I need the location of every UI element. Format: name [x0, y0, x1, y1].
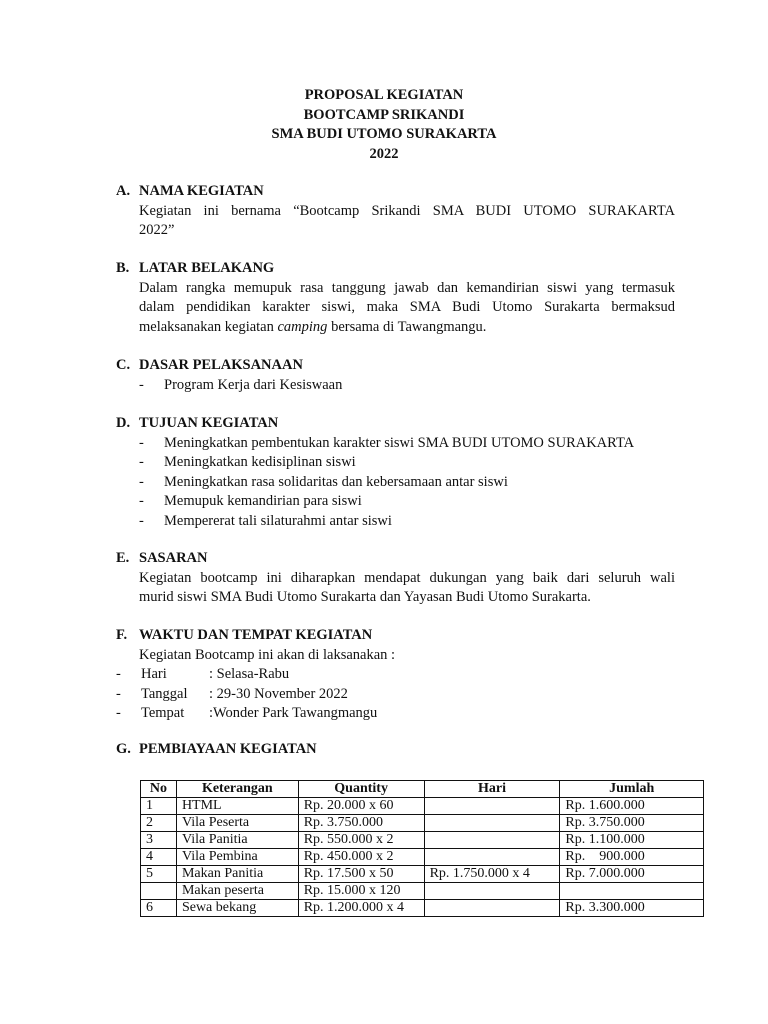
- table-cell: 1: [141, 798, 177, 815]
- schedule-value: :Wonder Park Tawangmangu: [209, 705, 378, 721]
- paragraph-line: 2022”: [139, 222, 175, 238]
- schedule-value: : 29-30 November 2022: [209, 685, 348, 702]
- paragraph-line: dalam pendidikan karakter siswi, maka SMA Budi Utomo Surakarta bermaksud: [139, 299, 675, 315]
- section-letter: G.: [116, 741, 131, 757]
- table-cell: 5: [141, 866, 177, 883]
- section-heading: [116, 549, 676, 569]
- table-cell: 2: [141, 815, 177, 832]
- dash-marker: -: [139, 434, 144, 451]
- schedule-item: [116, 665, 676, 685]
- column-header-hari: Hari: [424, 781, 560, 798]
- dash-marker: -: [116, 705, 121, 721]
- table-cell: [560, 883, 704, 900]
- section-title: DASAR PELAKSANAAN: [139, 357, 303, 373]
- table-cell: [424, 832, 560, 849]
- table-cell: 4: [141, 849, 177, 866]
- section-heading: [116, 182, 676, 202]
- table-cell: Vila Peserta: [176, 815, 298, 832]
- table-cell: Rp. 3.750.000: [560, 815, 704, 832]
- section-paragraph: [139, 569, 675, 608]
- list-item: [139, 512, 676, 532]
- budget-table: [140, 780, 704, 917]
- schedule-label: Tanggal: [141, 685, 188, 702]
- list-item-text: Mempererat tali silaturahmi antar siswi: [164, 512, 392, 529]
- table-cell: Makan Panitia: [176, 866, 298, 883]
- section-letter: A.: [116, 183, 131, 199]
- table-row: [141, 849, 704, 866]
- table-cell: Rp. 3.300.000: [560, 900, 704, 917]
- section-letter: E.: [116, 550, 130, 566]
- table-row: [141, 815, 704, 832]
- section-tujuan-kegiatan: [116, 414, 676, 531]
- list-item-text: Memupuk kemandirian para siswi: [164, 493, 362, 509]
- table-cell: [424, 798, 560, 815]
- table-cell: Rp. 450.000 x 2: [298, 849, 424, 866]
- section-letter: C.: [116, 357, 131, 373]
- table-cell: 3: [141, 832, 177, 849]
- section-title: NAMA KEGIATAN: [139, 183, 264, 199]
- section-letter: F.: [116, 627, 128, 643]
- section-title: PEMBIAYAAN KEGIATAN: [139, 741, 317, 757]
- section-latar-belakang: [116, 259, 676, 337]
- column-header-keterangan: Keterangan: [176, 781, 298, 798]
- paragraph-text: bersama di Tawangmangu.: [327, 318, 487, 335]
- paragraph-line: Kegiatan Bootcamp ini akan di laksanakan :: [139, 646, 396, 663]
- section-heading: [116, 259, 676, 279]
- list-item-text: Meningkatkan pembentukan karakter siswi SMA BUDI UTOMO SURAKARTA: [164, 434, 635, 451]
- schedule-value: : Selasa-Rabu: [209, 666, 290, 682]
- list-item: [139, 473, 676, 493]
- table-cell: Rp. 15.000 x 120: [298, 883, 424, 900]
- schedule-label: Tempat: [141, 705, 185, 721]
- section-sasaran: [116, 549, 676, 608]
- paragraph-text: melaksanakan kegiatan: [139, 318, 278, 335]
- table-cell: [424, 849, 560, 866]
- column-header-no: No: [141, 781, 177, 798]
- section-pembiayaan: [116, 740, 676, 760]
- table-cell: Rp. 7.000.000: [560, 866, 704, 883]
- table-cell: Vila Pembina: [176, 849, 298, 866]
- table-cell: Rp. 3.750.000: [298, 815, 424, 832]
- table-cell: Vila Panitia: [176, 832, 298, 849]
- paragraph-line: Dalam rangka memupuk rasa tanggung jawab dan kemandirian siswi yang termasuk: [139, 279, 675, 296]
- section-intro: [139, 646, 675, 666]
- section-letter: D.: [116, 415, 131, 431]
- bullet-list: [139, 434, 676, 532]
- list-item-text: Meningkatkan rasa solidaritas dan kebersamaan antar siswi: [164, 473, 508, 490]
- table-cell: Makan peserta: [176, 883, 298, 900]
- section-letter: B.: [116, 260, 130, 276]
- section-waktu-tempat: [116, 626, 676, 724]
- table-cell: Rp. 1.600.000: [560, 798, 704, 815]
- table-cell: Rp. 1.750.000 x 4: [424, 866, 560, 883]
- document-title: [0, 86, 768, 164]
- table-row: [141, 883, 704, 900]
- dash-marker: -: [139, 473, 144, 490]
- paragraph-line: Kegiatan bootcamp ini diharapkan mendapat dukungan yang baik dari seluruh wali: [139, 569, 675, 586]
- section-heading: [116, 356, 676, 376]
- table-cell: [424, 815, 560, 832]
- dash-marker: -: [139, 376, 144, 393]
- section-heading: [116, 740, 676, 760]
- table-cell: [141, 883, 177, 900]
- column-header-quantity: Quantity: [298, 781, 424, 798]
- table-cell: Rp. 1.200.000 x 4: [298, 900, 424, 917]
- table-header-row: [141, 781, 704, 798]
- section-paragraph: [139, 279, 675, 338]
- list-item: [139, 434, 676, 454]
- dash-marker: -: [116, 666, 121, 682]
- table-cell: Rp. 900.000: [560, 849, 704, 866]
- table-row: [141, 900, 704, 917]
- table-cell: 6: [141, 900, 177, 917]
- dash-marker: -: [139, 454, 144, 470]
- schedule-label: Hari: [141, 666, 167, 682]
- dash-marker: -: [116, 685, 121, 702]
- section-title: SASARAN: [139, 550, 208, 566]
- table-cell: Sewa bekang: [176, 900, 298, 917]
- table-row: [141, 866, 704, 883]
- schedule-item: [116, 685, 676, 705]
- list-item-text: Program Kerja dari Kesiswaan: [164, 376, 343, 393]
- table-cell: Rp. 550.000 x 2: [298, 832, 424, 849]
- title-line-3: SMA BUDI UTOMO SURAKARTA: [271, 126, 497, 142]
- table-cell: [424, 900, 560, 917]
- table-cell: HTML: [176, 798, 298, 815]
- list-item: [139, 492, 676, 512]
- section-heading: [116, 626, 676, 646]
- section-paragraph: [139, 202, 675, 241]
- section-nama-kegiatan: [116, 182, 676, 241]
- paragraph-line: murid siswi SMA Budi Utomo Surakarta dan Yayasan Budi Utomo Surakarta.: [139, 589, 591, 605]
- list-item-text: Meningkatkan kedisiplinan siswi: [164, 454, 356, 470]
- section-title: WAKTU DAN TEMPAT KEGIATAN: [139, 627, 373, 643]
- title-line-4: 2022: [369, 145, 399, 162]
- dash-marker: -: [139, 493, 144, 509]
- title-line-1: PROPOSAL KEGIATAN: [304, 87, 464, 103]
- table-cell: [424, 883, 560, 900]
- table-row: [141, 832, 704, 849]
- table-cell: Rp. 1.100.000: [560, 832, 704, 849]
- bullet-list: [139, 376, 676, 396]
- table-cell: Rp. 20.000 x 60: [298, 798, 424, 815]
- table-cell: Rp. 17.500 x 50: [298, 866, 424, 883]
- paragraph-line: Kegiatan ini bernama “Bootcamp Srikandi SMA BUDI UTOMO SURAKARTA: [139, 202, 675, 219]
- italic-text: camping: [277, 318, 328, 335]
- section-title: TUJUAN KEGIATAN: [139, 415, 279, 431]
- paragraph-line: [139, 318, 675, 338]
- dash-marker: -: [139, 512, 144, 529]
- title-line-2: BOOTCAMP SRIKANDI: [303, 106, 465, 123]
- list-item: [139, 453, 676, 473]
- section-dasar-pelaksanaan: [116, 356, 676, 395]
- list-item: [139, 376, 676, 396]
- schedule-item: [116, 704, 676, 724]
- section-title: LATAR BELAKANG: [139, 260, 275, 276]
- section-heading: [116, 414, 676, 434]
- column-header-jumlah: Jumlah: [560, 781, 704, 798]
- table-row: [141, 798, 704, 815]
